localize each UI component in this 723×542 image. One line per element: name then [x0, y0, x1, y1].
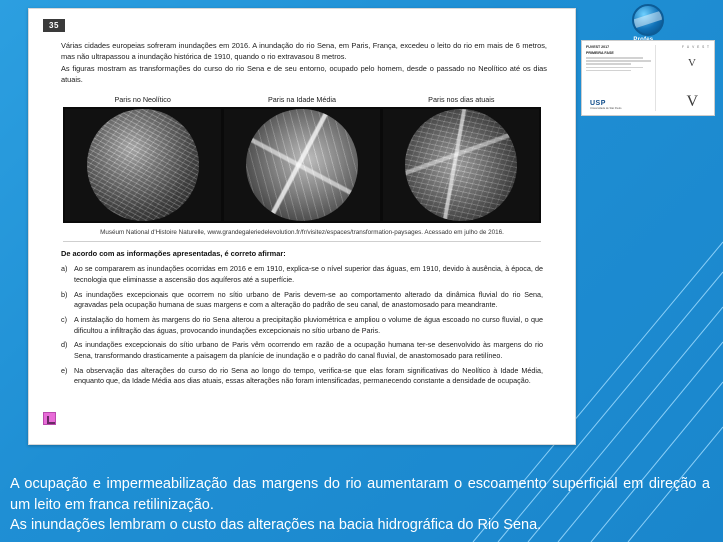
option-b-text: As inundações excepcionais que ocorrem no sítio urbano de Paris devem-se ao comportamento alterado da dinâmica fluvial do rio Sena, agravadas pela ocupação humana de suas margens e com a alteração do padrão de seu canal, de anastomosado para meandrante.	[74, 289, 543, 310]
thumbnail-text-line	[586, 63, 631, 65]
thumbnail-text-line	[586, 70, 631, 72]
thumbnail-right-pane	[655, 45, 710, 111]
thumbnail-subtitle: PRIMEIRA FASE	[586, 51, 614, 55]
answer-options	[61, 264, 543, 387]
question-intro	[39, 40, 565, 85]
option-a[interactable]	[61, 264, 543, 285]
option-c[interactable]	[61, 315, 543, 336]
option-b-letter: b)	[61, 289, 68, 299]
figure-label-dias-atuais: Paris nos dias atuais	[428, 95, 495, 105]
option-a-text: Ao se compararem as inundações ocorridas em 2016 e em 1910, explica-se o nível superior das águas, em 1910, devido à ausência, à época, de tecnologia que eliminasse a ascensão dos aquíferos até a superfície.	[74, 264, 543, 285]
figures-strip	[63, 107, 541, 223]
question-number-badge: 35	[43, 19, 65, 32]
figure-image-dias-atuais	[383, 109, 539, 221]
option-c-letter: c)	[61, 315, 67, 325]
option-a-letter: a)	[61, 264, 68, 274]
figure-label-idade-media: Paris na Idade Média	[268, 95, 336, 105]
option-e[interactable]	[61, 366, 543, 387]
globe-icon	[632, 4, 664, 36]
thumbnail-text-line	[586, 57, 643, 59]
figure-source-caption: Muséum National d'Histoire Naturelle, www.grandegaleriedelevolution.fr/fr/visitez/espaces/transformation-paysages. Acessado em julho de 2016.	[63, 229, 541, 242]
figure-labels	[39, 95, 565, 104]
question-prompt: De acordo com as informações apresentadas, é correto afirmar:	[61, 249, 286, 259]
figure-image-idade-media	[224, 109, 380, 221]
thumbnail-text-line	[586, 60, 651, 62]
intro-paragraph-1: Várias cidades europeias sofreram inundações em 2016. A inundação do rio Sena, em Paris, França, excedeu o leito do rio em mais de 6 metros, mas não ultrapassou a inundação histórica de 1910, quando o rio extravasou 8 metros.	[61, 41, 547, 62]
slide-thumbnail[interactable]	[581, 40, 715, 116]
thumbnail-symbol-bottom: V	[686, 93, 698, 110]
thumbnail-org-label: USP	[590, 100, 606, 107]
caption-line-1: A ocupação e impermeabilização das margens do rio aumentaram o escoamento superficial em direção a um leito em franca retilinização.	[10, 476, 710, 513]
slide-caption	[10, 474, 710, 536]
exam-question-card	[28, 8, 576, 445]
option-e-text: Na observação das alterações do curso do rio Sena ao longo do tempo, verifica-se que elas foram significativas do Neolítico à Idade Média, enquanto que, da Idade Média aos dias atuais, essas alterações não foram intensificadas, permanecendo constante a densidade de ocupação.	[74, 365, 543, 386]
intro-paragraph-2: As figuras mostram as transformações do curso do rio Sena e de seu entorno, ocupado pelo homem, desde o passado no Neolítico até os dias atuais.	[61, 64, 547, 85]
option-d-letter: d)	[61, 340, 68, 350]
thumbnail-org-sub: Universidade de São Paulo	[590, 107, 622, 110]
option-e-letter: e)	[61, 365, 68, 375]
option-b[interactable]	[61, 290, 543, 311]
thumbnail-org	[590, 100, 621, 110]
caption-line-2: As inundações lembram o custo das alterações na bacia hidrográfica do Rio Sena.	[10, 517, 542, 534]
option-d[interactable]	[61, 340, 543, 361]
highlight-marker-icon	[43, 412, 56, 425]
thumbnail-right-label: F U V E S T	[682, 45, 710, 49]
thumbnail-title: FUVEST 2017	[586, 45, 610, 49]
thumbnail-symbol-top: V	[688, 57, 696, 69]
option-c-text: A instalação do homem às margens do rio Sena alterou a precipitação pluviométrica e ampliou o volume de água escoado no curso fluvial, o que dificultou a infiltração das águas, provocando inundações excepcionais no sítio urbano de Paris.	[74, 315, 543, 335]
option-d-text: As inundações excepcionais do sítio urbano de Paris vêm ocorrendo em razão de a ocupação humana ter-se desenvolvido às margens do rio Sena, transformando drasticamente a paisagem da planície de inundação e o padrão do canal fluvial, de anastomosado para retilíneo.	[74, 340, 543, 361]
thumbnail-text-line	[586, 67, 643, 69]
figure-label-neolitico: Paris no Neolítico	[114, 95, 171, 105]
figure-image-neolitico	[65, 109, 221, 221]
